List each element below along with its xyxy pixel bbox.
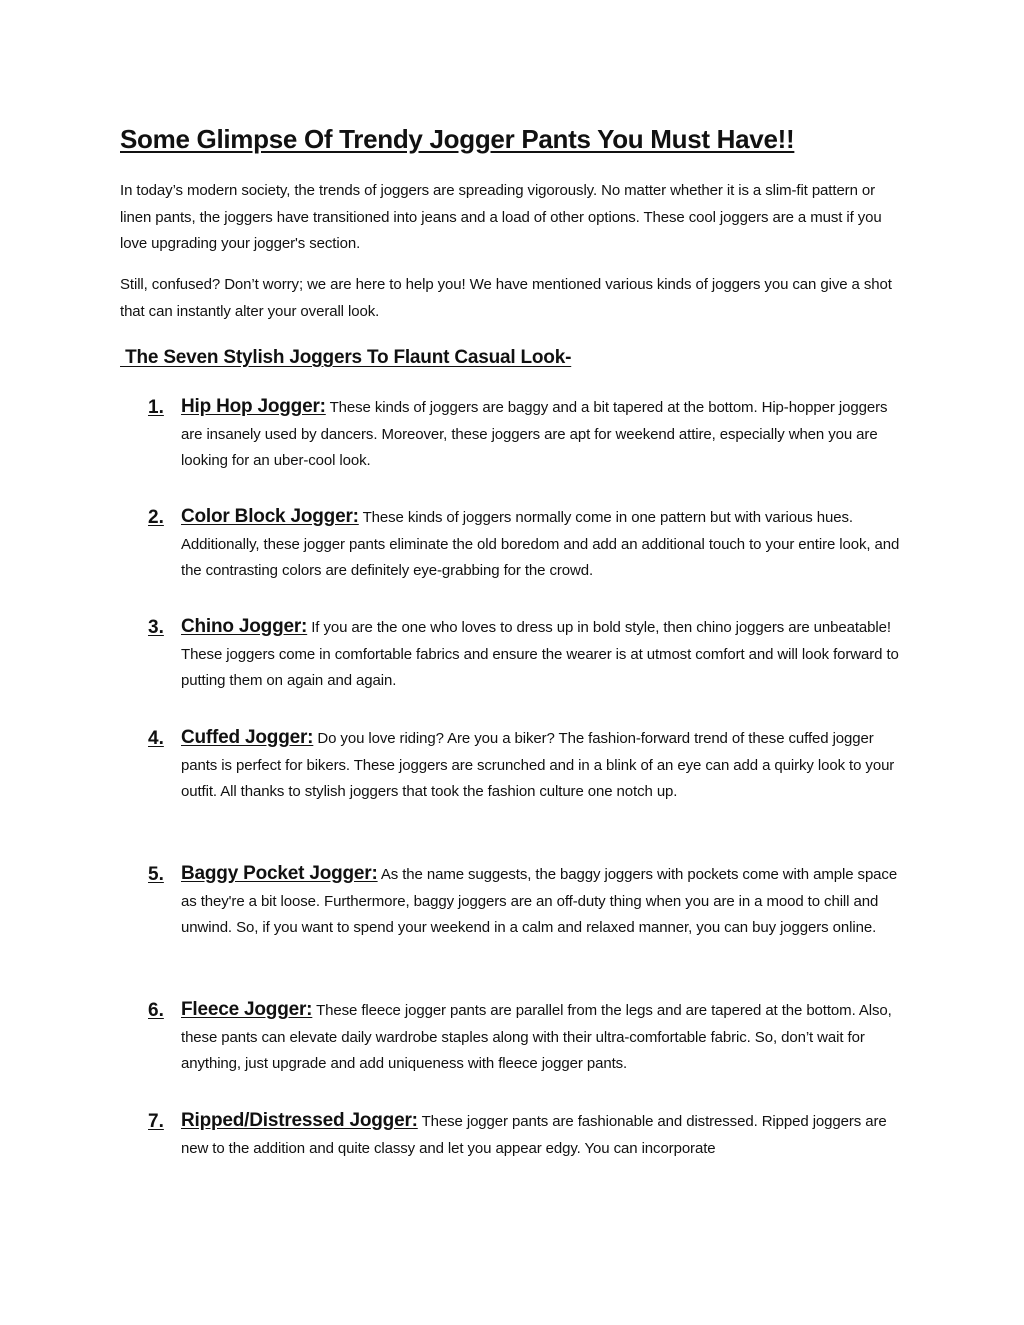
- list-item-name: Baggy Pocket Jogger:: [181, 863, 378, 884]
- list-item-number: 3.: [148, 617, 164, 638]
- list-item-name: Cuffed Jogger:: [181, 727, 314, 748]
- second-paragraph: Still, confused? Don’t worry; we are here to help you! We have mentioned various kinds of joggers you can give a shot that can instantly alter your overall look.: [120, 276, 892, 320]
- list-item-name: Hip Hop Jogger:: [181, 396, 326, 417]
- list-item-text: These jogger pants are fashionable and distressed. Ripped joggers are new to the addition and quite classy and let you appear edgy. You can incorporate: [181, 1113, 887, 1157]
- list-item-text: These fleece jogger pants are parallel from the legs and are tapered at the bottom. Also, these pants can elevate daily wardrobe staples along with their ultra-comfortable fabric. So, don’t wait for anything, just upgrade and add uniqueness with fleece jogger pants.: [181, 1002, 892, 1072]
- list-item-number: 2.: [148, 507, 164, 528]
- list-item-text: If you are the one who loves to dress up in bold style, then chino joggers are unbeatable! These joggers come in comfortable fabrics and ensure the wearer is at utmost comfort and will look forward to putting them on again and again.: [181, 619, 899, 689]
- list-item-number: 4.: [148, 728, 164, 749]
- section-heading: The Seven Stylish Joggers To Flaunt Casual Look-: [120, 347, 572, 368]
- list-item-text: These kinds of joggers normally come in one pattern but with various hues. Additionally, these jogger pants eliminate the old boredom and add an additional touch to your entire look, and the contrasting colors are definitely eye-grabbing for the crowd.: [181, 509, 900, 579]
- list-item-name: Fleece Jogger:: [181, 999, 313, 1020]
- list-item-text: These kinds of joggers are baggy and a bit tapered at the bottom. Hip-hopper joggers are insanely used by dancers. Moreover, these joggers are apt for weekend attire, especially when you are looking for an uber-cool look.: [181, 399, 888, 469]
- list-item-body: [181, 614, 909, 695]
- list-item-name: Ripped/Distressed Jogger:: [181, 1110, 418, 1131]
- list-item-body: [181, 1108, 909, 1162]
- list-item-body: [181, 725, 909, 806]
- list-item-body: [181, 394, 909, 475]
- list-item-body: [181, 861, 909, 942]
- list-item-name: Color Block Jogger:: [181, 506, 359, 527]
- list-item-number: 1.: [148, 397, 164, 418]
- list-item-text: As the name suggests, the baggy joggers with pockets come with ample space as they're a bit loose. Furthermore, baggy joggers are an off-duty thing when you are in a mood to chill and unwind. So, if you want to spend your weekend in a calm and relaxed manner, you can buy joggers online.: [181, 866, 898, 936]
- list-item-number: 6.: [148, 1000, 164, 1021]
- page-title: Some Glimpse Of Trendy Jogger Pants You Must Have!!: [120, 124, 795, 154]
- list-item-name: Chino Jogger:: [181, 616, 308, 637]
- intro-paragraph: In today’s modern society, the trends of joggers are spreading vigorously. No matter whether it is a slim-fit pattern or linen pants, the joggers have transitioned into jeans and a load of other options. These cool joggers are a must if you love upgrading your jogger's section.: [120, 182, 882, 252]
- list-item-body: [181, 997, 909, 1078]
- list-item-text: Do you love riding? Are you a biker? The fashion-forward trend of these cuffed jogger pants is perfect for bikers. These joggers are scrunched and in a blink of an eye can add a quirky look to your outfit. All thanks to stylish joggers that took the fashion culture one notch up.: [181, 730, 895, 800]
- list-item-number: 7.: [148, 1111, 164, 1132]
- list-item-number: 5.: [148, 864, 164, 885]
- list-item-body: [181, 504, 909, 585]
